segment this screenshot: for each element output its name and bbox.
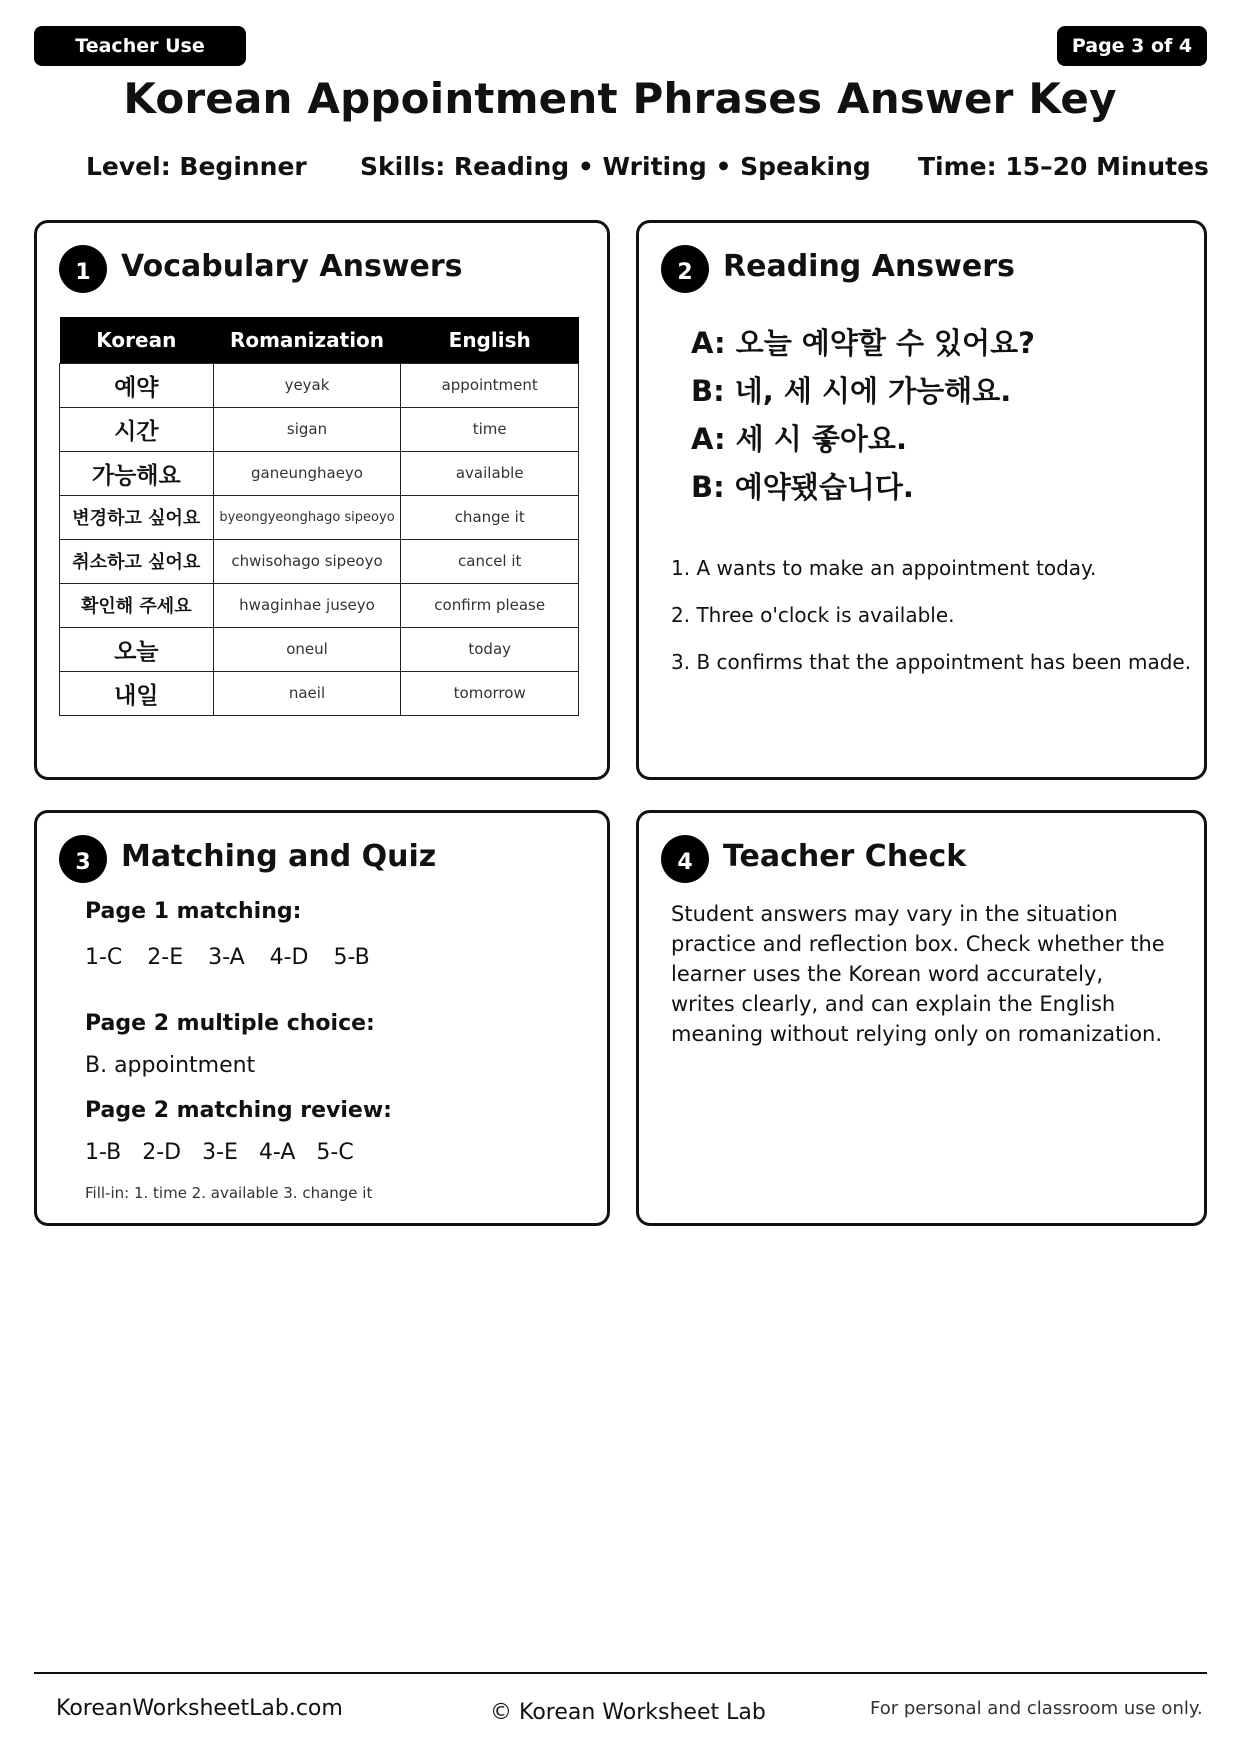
table-row — [60, 627, 579, 671]
column-header-romanization: Romanization — [213, 317, 401, 363]
section-number-badge: 3 — [59, 835, 107, 883]
english-cell: change it — [401, 495, 579, 539]
column-header-english: English — [401, 317, 579, 363]
vocabulary-table — [59, 317, 579, 716]
romanization-cell: naeil — [213, 671, 401, 715]
section-title: Vocabulary Answers — [121, 249, 463, 284]
dialogue-line: A: 세 시 좋아요. — [691, 422, 907, 456]
table-row — [60, 407, 579, 451]
footer-site: KoreanWorksheetLab.com — [56, 1696, 343, 1721]
skills-info: Skills: Reading • Writing • Speaking — [360, 152, 871, 181]
english-cell: available — [401, 451, 579, 495]
korean-cell: 시간 — [60, 407, 214, 451]
page2-matching-review-answers: 1-B 2-D 3-E 4-A 5-C — [85, 1140, 354, 1165]
dialogue — [691, 321, 1035, 513]
korean-cell: 예약 — [60, 363, 214, 407]
page1-matching-answers: 1-C 2-E 3-A 4-D 5-B — [85, 945, 370, 970]
column-header-korean: Korean — [60, 317, 214, 363]
page-title: Korean Appointment Phrases Answer Key — [123, 74, 1117, 123]
romanization-cell: ganeunghaeyo — [213, 451, 401, 495]
footer-usage-note: For personal and classroom use only. — [870, 1698, 1203, 1719]
korean-cell: 내일 — [60, 671, 214, 715]
table-row — [60, 495, 579, 539]
vocabulary-panel — [34, 220, 610, 780]
reading-answer: 1. A wants to make an appointment today. — [671, 556, 1097, 580]
page1-matching-heading: Page 1 matching: — [85, 899, 302, 924]
section-number-badge: 4 — [661, 835, 709, 883]
table-row — [60, 671, 579, 715]
english-cell: cancel it — [401, 539, 579, 583]
english-cell: appointment — [401, 363, 579, 407]
matching-quiz-panel — [34, 810, 610, 1226]
page2-multiple-choice-answer: B. appointment — [85, 1053, 256, 1078]
table-row — [60, 451, 579, 495]
page2-multiple-choice-heading: Page 2 multiple choice: — [85, 1011, 375, 1036]
dialogue-line: A: 오늘 예약할 수 있어요? — [691, 326, 1035, 360]
teacher-check-panel — [636, 810, 1207, 1226]
section-number-badge: 1 — [59, 245, 107, 293]
korean-cell: 변경하고 싶어요 — [60, 495, 214, 539]
romanization-cell: yeyak — [213, 363, 401, 407]
romanization-cell: byeongyeonghago sipeoyo — [213, 495, 401, 539]
dialogue-line: B: 네, 세 시에 가능해요. — [691, 374, 1012, 408]
section-title: Reading Answers — [723, 249, 1015, 284]
page-number-badge: Page 3 of 4 — [1057, 26, 1207, 66]
korean-cell: 확인해 주세요 — [60, 583, 214, 627]
table-header-row — [60, 317, 579, 363]
romanization-cell: sigan — [213, 407, 401, 451]
reading-answer: 3. B confirms that the appointment has been made. — [671, 650, 1192, 674]
footer-copyright: © Korean Worksheet Lab — [490, 1700, 766, 1725]
section-number-badge: 2 — [661, 245, 709, 293]
fill-in-answers: Fill-in: 1. time 2. available 3. change it — [85, 1184, 373, 1202]
english-cell: confirm please — [401, 583, 579, 627]
english-cell: time — [401, 407, 579, 451]
table-row — [60, 363, 579, 407]
table-row — [60, 539, 579, 583]
romanization-cell: hwaginhae juseyo — [213, 583, 401, 627]
section-title: Teacher Check — [723, 839, 967, 874]
reading-panel — [636, 220, 1207, 780]
romanization-cell: chwisohago sipeoyo — [213, 539, 401, 583]
footer-divider — [34, 1672, 1207, 1674]
page2-matching-review-heading: Page 2 matching review: — [85, 1098, 392, 1123]
english-cell: today — [401, 627, 579, 671]
time-info: Time: 15–20 Minutes — [918, 152, 1209, 181]
romanization-cell: oneul — [213, 627, 401, 671]
korean-cell: 오늘 — [60, 627, 214, 671]
korean-cell: 가능해요 — [60, 451, 214, 495]
table-row — [60, 583, 579, 627]
dialogue-line: B: 예약됐습니다. — [691, 470, 914, 504]
section-title: Matching and Quiz — [121, 839, 437, 874]
english-cell: tomorrow — [401, 671, 579, 715]
level-info: Level: Beginner — [86, 152, 307, 181]
teacher-use-badge: Teacher Use — [34, 26, 246, 66]
korean-cell: 취소하고 싶어요 — [60, 539, 214, 583]
reading-answer-list — [671, 556, 1191, 697]
teacher-check-text: Student answers may vary in the situation practice and reflection box. Check whether the learner uses the Korean word accurately, writes clearly, and can explain the English meaning without relying only on romanization. — [671, 902, 1165, 1046]
reading-answer: 2. Three o'clock is available. — [671, 603, 955, 627]
